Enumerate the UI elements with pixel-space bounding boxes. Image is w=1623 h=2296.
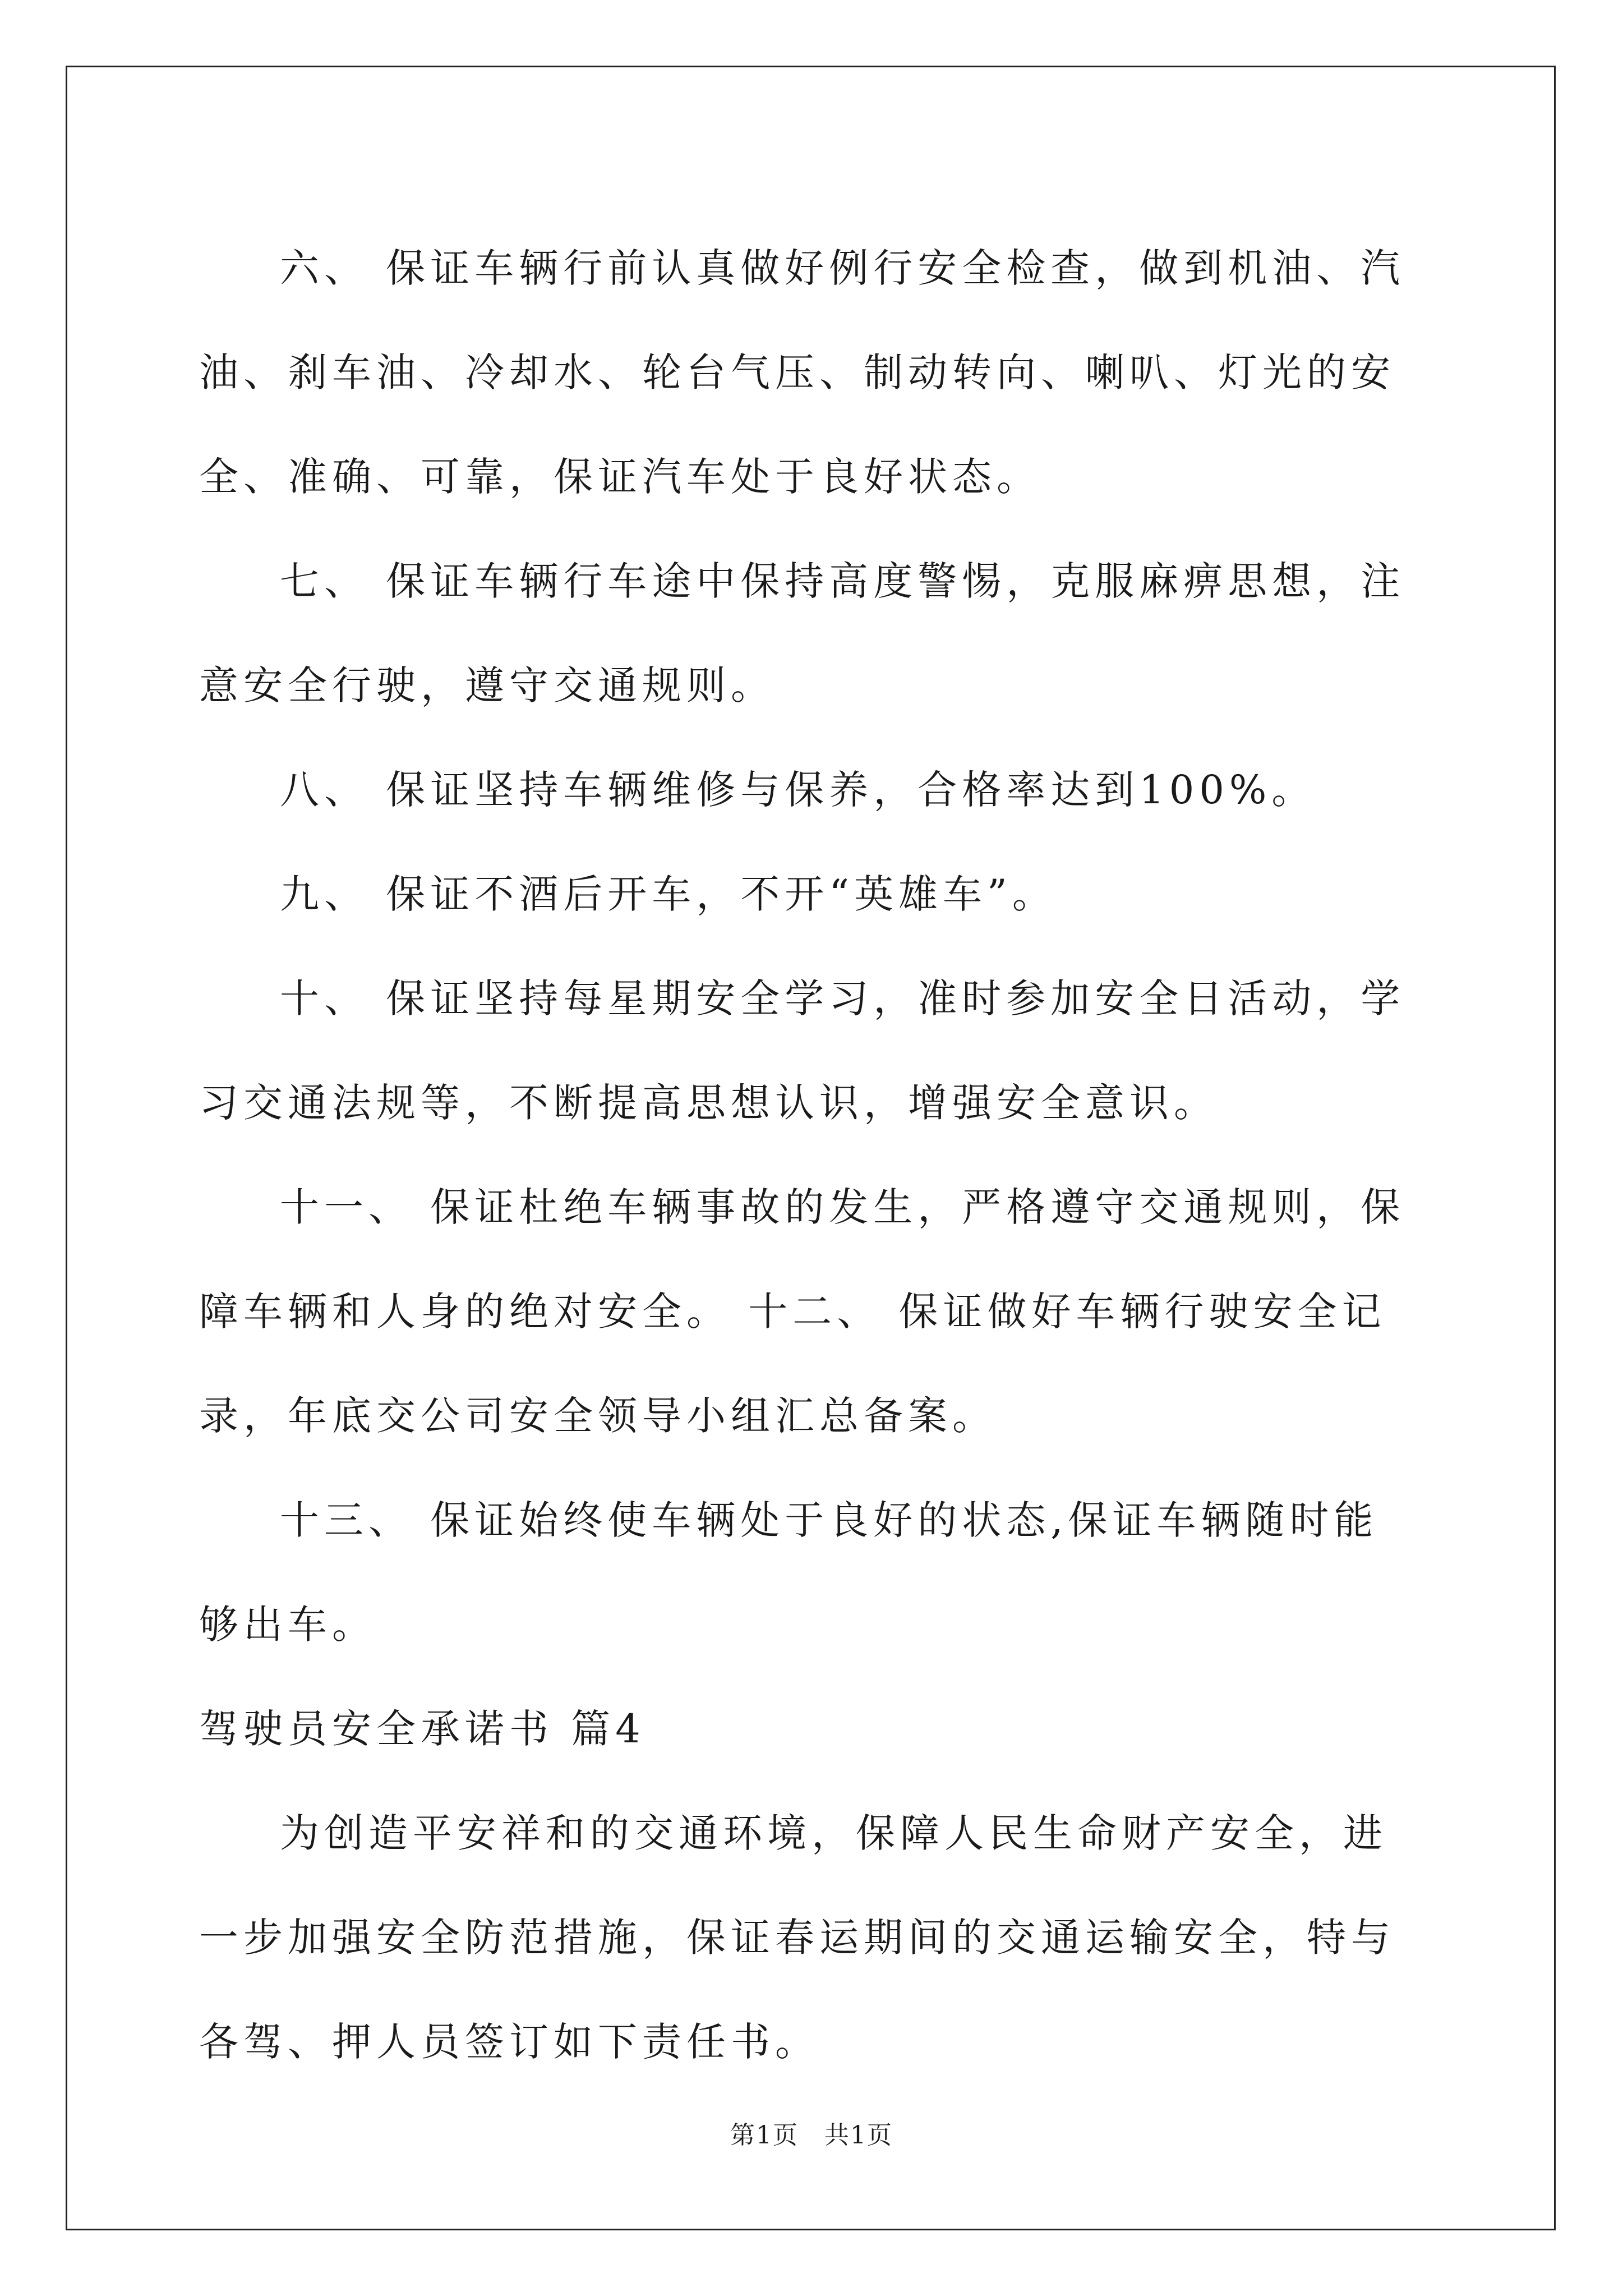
paragraph-item-8: 八、 保证坚持车辆维修与保养，合格率达到100%。: [280, 767, 1316, 813]
paragraph-item-7: 七、 保证车辆行车途中保持高度警惕，克服麻痹思想，注意安全行驶，遵守交通规则。: [199, 558, 1405, 708]
page-number-footer: 第1页 共1页: [730, 2121, 893, 2150]
paragraph-item-6: 六、 保证车辆行前认真做好例行安全检查，做到机油、汽油、刹车油、冷却水、轮台气压、制动转向、喇叭、灯光的安全、准确、可靠，保证汽车处于良好状态。: [199, 245, 1405, 500]
section-heading: 驾驶员安全承诺书 篇4: [199, 1706, 645, 1752]
paragraph-item-13: 十三、 保证始终使车辆处于良好的状态,保证车辆随时能够出车。: [199, 1497, 1378, 1648]
paragraph-item-9: 九、 保证不酒后开车，不开“英雄车”。: [280, 871, 1057, 917]
paragraph-item-10: 十、 保证坚持每星期安全学习，准时参加安全日活动，学习交通法规等，不断提高思想认识，增强安全意识。: [199, 976, 1405, 1126]
document-body: [199, 216, 1422, 2094]
intro-paragraph: 为创造平安祥和的交通环境，保障人民生命财产安全，进一步加强安全防范措施，保证春运期间的交通运输安全，特与各驾、押人员签订如下责任书。: [199, 1810, 1395, 2065]
paragraph-item-11-12: 十一、 保证杜绝车辆事故的发生，严格遵守交通规则，保障车辆和人身的绝对安全。 十二、 保证做好车辆行驶安全记录，年底交公司安全领导小组汇总备案。: [199, 1184, 1405, 1439]
